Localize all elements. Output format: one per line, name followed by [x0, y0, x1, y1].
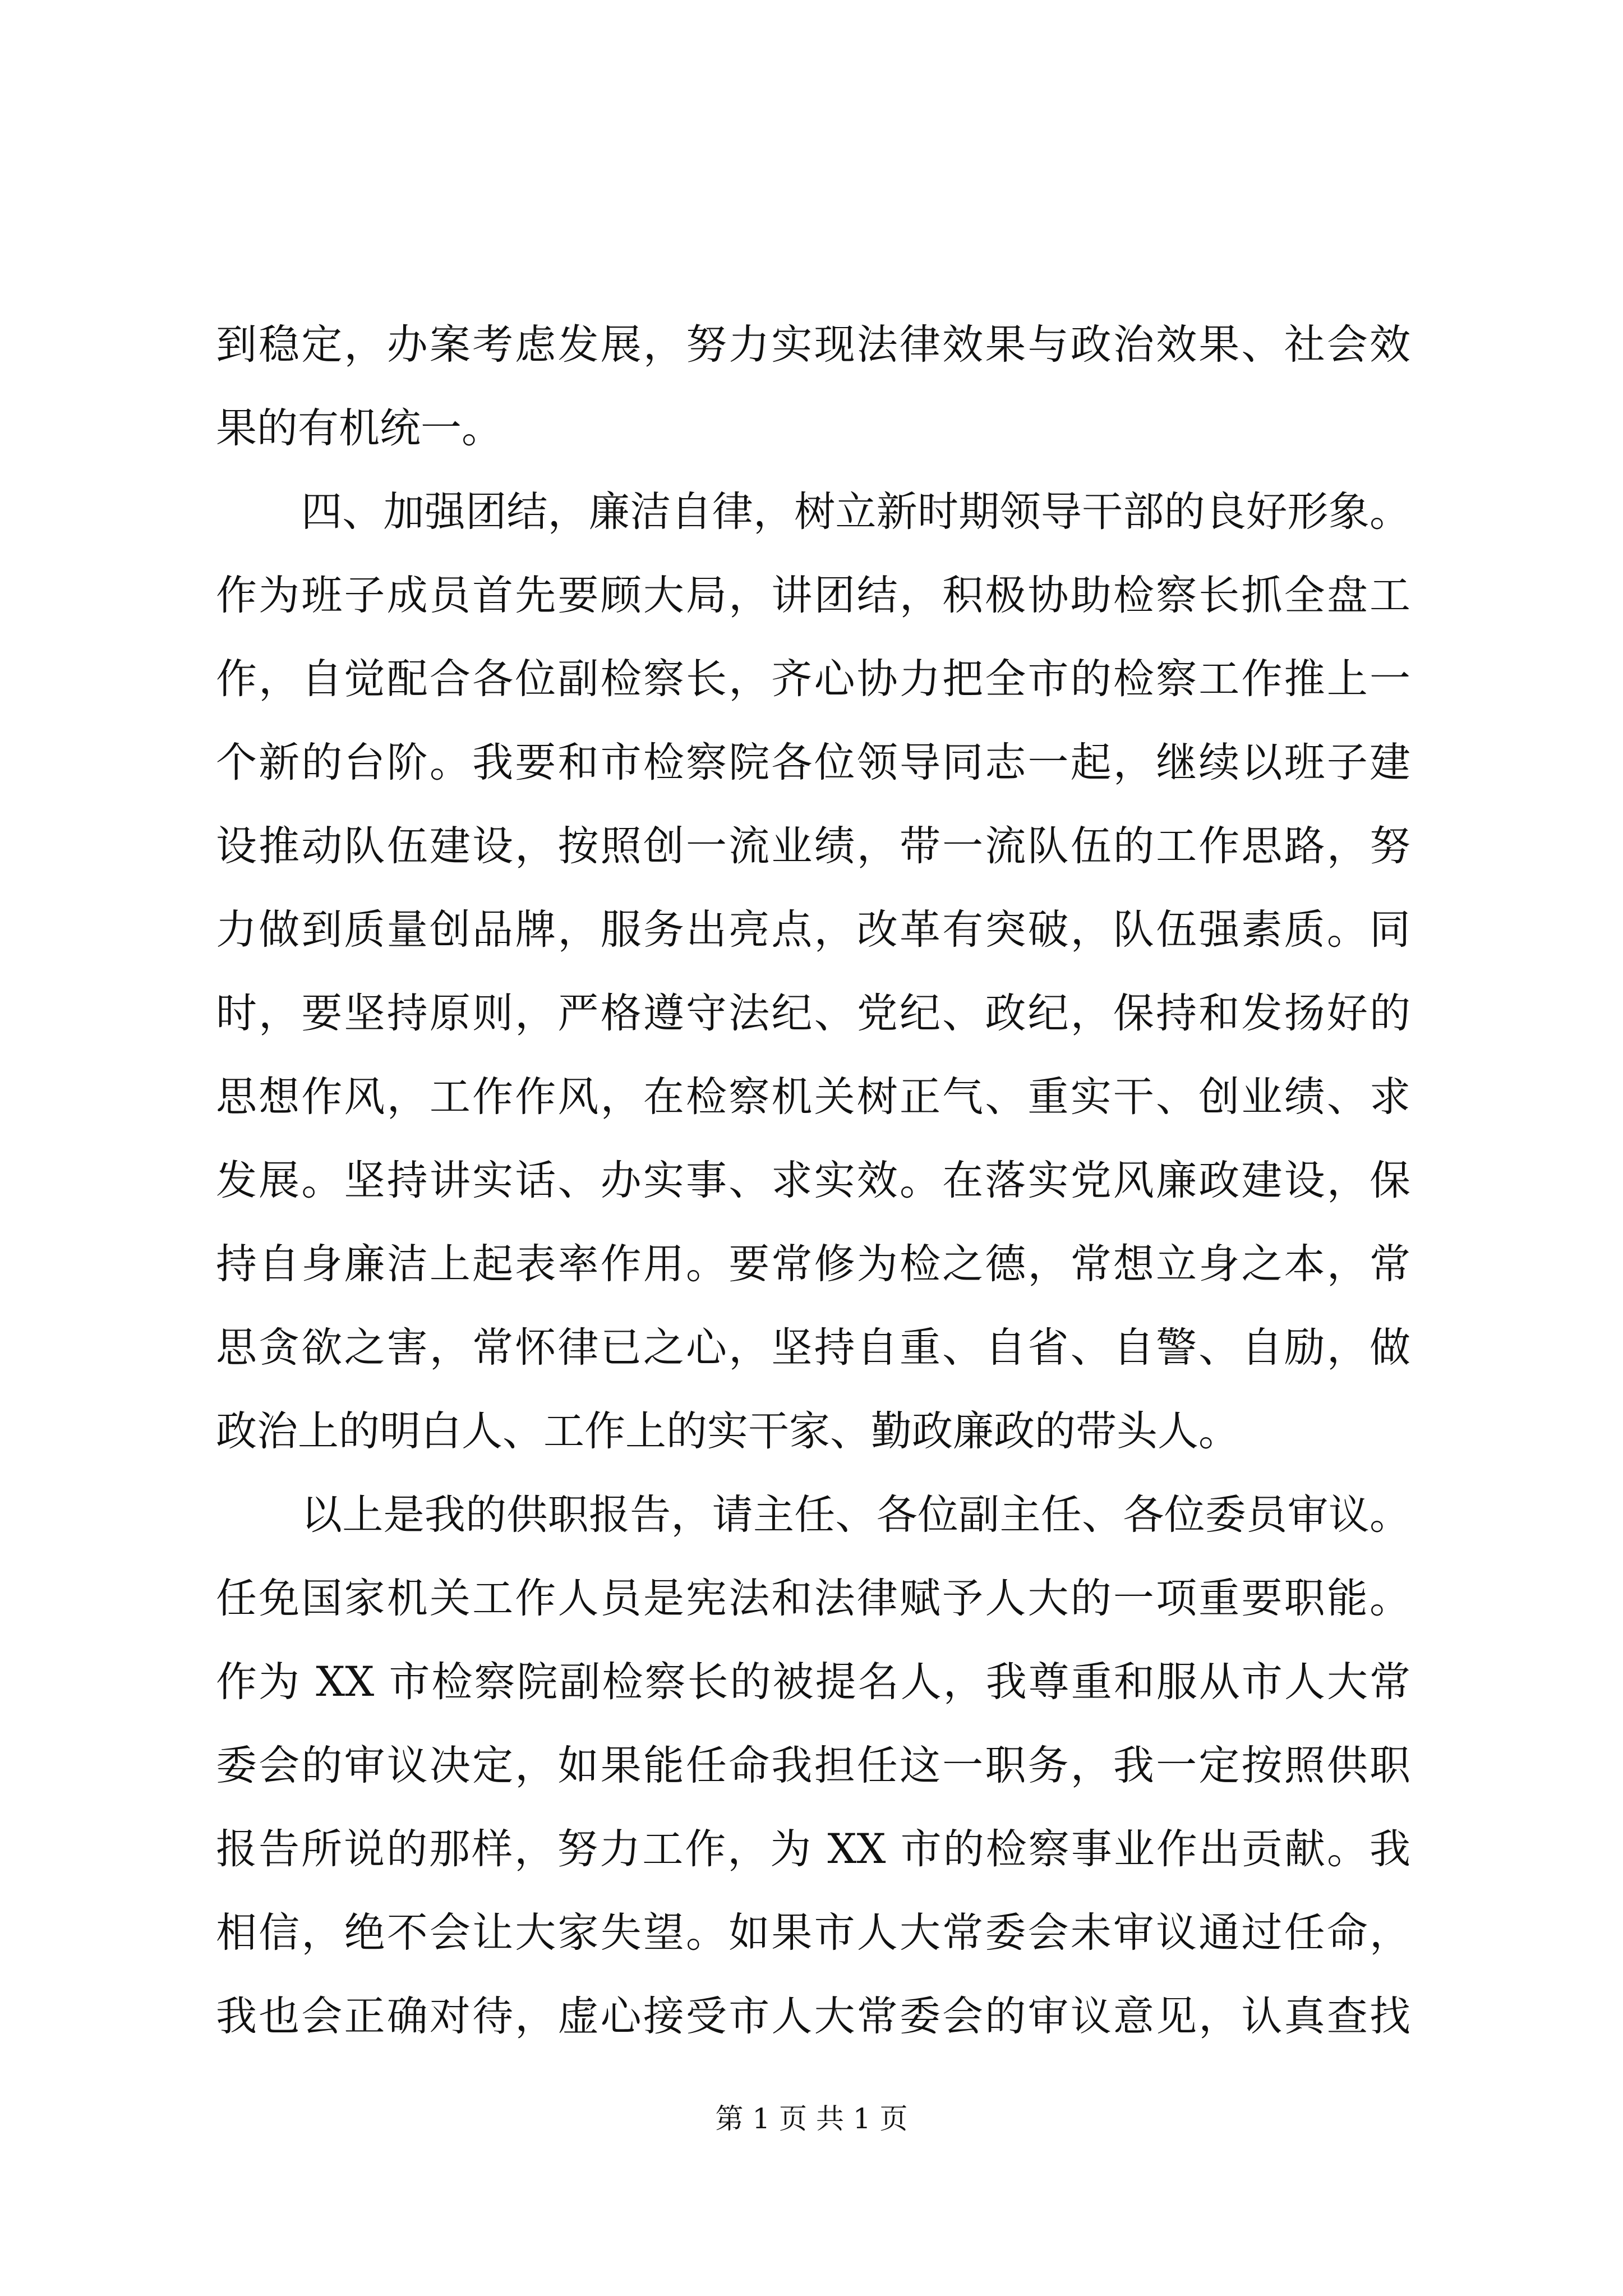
text-line: 持自身廉洁上起表率作用。要常修为检之德，常想立身之本，常	[216, 1240, 1410, 1288]
text-line: 发展。坚持讲实话、办实事、求实效。在落实党风廉政建设，保	[216, 1157, 1410, 1204]
text-line: 思想作风，工作作风，在检察机关树正气、重实干、创业绩、求	[216, 1073, 1410, 1121]
text-line: 我也会正确对待，虚心接受市人大常委会的审议意见，认真查找	[216, 1993, 1410, 2040]
text-line: 作为 XX 市检察院副检察长的被提名人，我尊重和服从市人大常	[216, 1658, 1410, 1706]
text-line: 相信，绝不会让大家失望。如果市人大常委会未审议通过任命，	[216, 1909, 1410, 1957]
text-line: 设推动队伍建设，按照创一流业绩，带一流队伍的工作思路，努	[216, 822, 1410, 870]
text-line: 时，要坚持原则，严格遵守法纪、党纪、政纪，保持和发扬好的	[216, 990, 1410, 1037]
text-line: 政治上的明白人、工作上的实干家、勤政廉政的带头人。	[216, 1407, 1239, 1455]
body-text	[216, 303, 1410, 2058]
paragraph-start-line: 四、加强团结，廉洁自律，树立新时期领导干部的良好形象。	[301, 488, 1410, 536]
text-line: 思贪欲之害，常怀律已之心，坚持自重、自省、自警、自励，做	[216, 1324, 1410, 1372]
text-line: 果的有机统一。	[216, 404, 502, 452]
text-line: 作为班子成员首先要顾大局，讲团结，积极协助检察长抓全盘工	[216, 572, 1410, 619]
text-line: 作，自觉配合各位副检察长，齐心协力把全市的检察工作推上一	[216, 655, 1410, 703]
paragraph-start-line: 以上是我的供职报告，请主任、各位副主任、各位委员审议。	[301, 1491, 1410, 1539]
text-line: 委会的审议决定，如果能任命我担任这一职务，我一定按照供职	[216, 1742, 1410, 1789]
text-line: 力做到质量创品牌，服务出亮点，改革有突破，队伍强素质。同	[216, 906, 1410, 954]
text-line: 到稳定，办案考虑发展，努力实现法律效果与政治效果、社会效	[216, 321, 1410, 369]
text-line: 个新的台阶。我要和市检察院各位领导同志一起，继续以班子建	[216, 739, 1410, 786]
text-line: 报告所说的那样，努力工作，为 XX 市的检察事业作出贡献。我	[216, 1825, 1410, 1873]
page-footer	[0, 2099, 1623, 2138]
text-line: 任免国家机关工作人员是宪法和法律赋予人大的一项重要职能。	[216, 1575, 1410, 1622]
page-number-label: 第 1 页 共 1 页	[715, 2102, 908, 2135]
